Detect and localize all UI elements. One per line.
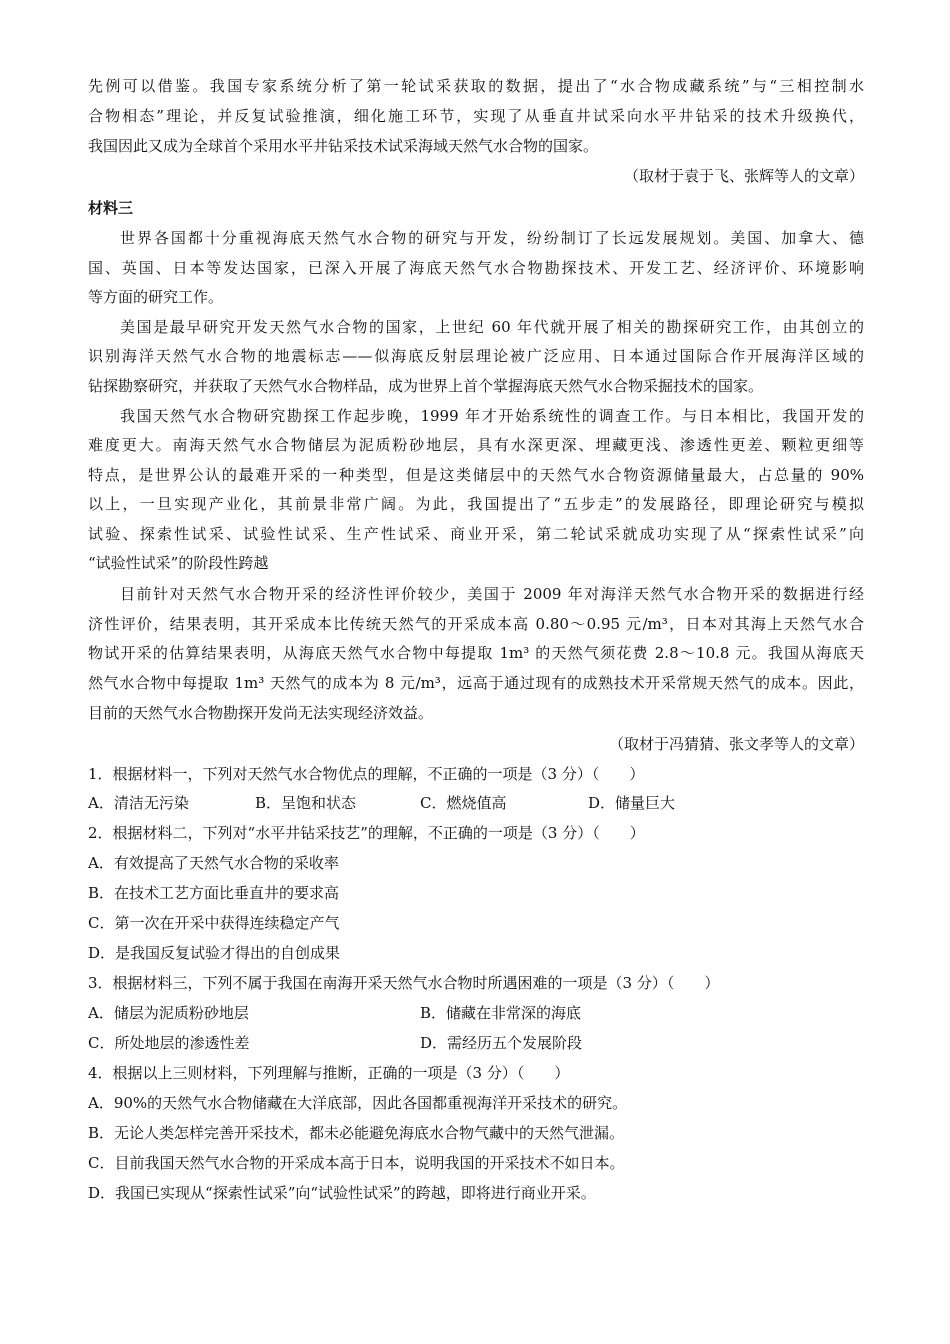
material3-p3-line: 以上，一旦实现产业化，其前景非常广阔。为此，我国提出了“五步走”的发展路径，即理论研究与模拟 bbox=[88, 495, 864, 513]
question-2-option-d[interactable]: D．是我国反复试验才得出的自创成果 bbox=[88, 944, 341, 962]
question-1-stem: 1．根据材料一，下列对天然气水合物优点的理解，不正确的一项是（3 分）（ ） bbox=[88, 765, 645, 783]
material2-line: 先例可以借鉴。我国专家系统分析了第一轮试采获取的数据，提出了“水合物成藏系统”与“三相控制水 bbox=[88, 77, 864, 95]
material3-p4-line: 目前的天然气水合物勘探开发尚无法实现经济效益。 bbox=[88, 704, 434, 722]
question-1-option-a[interactable]: A．清洁无污染 bbox=[88, 794, 189, 812]
material3-p2-line: 钻探勘察研究，并获取了天然气水合物样品，成为世界上首个掌握海底天然气水合物采掘技术的国家。 bbox=[88, 377, 764, 395]
question-1-option-c[interactable]: C．燃烧值高 bbox=[420, 794, 507, 812]
question-4-stem: 4．根据以上三则材料，下列理解与推断，正确的一项是（3 分）（ ） bbox=[88, 1064, 570, 1082]
material3-p1-line: 世界各国都十分重视海底天然气水合物的研究与开发，纷纷制订了长远发展规划。美国、加拿大、德 bbox=[120, 229, 864, 247]
material3-p4-line: 目前针对天然气水合物开采的经济性评价较少，美国于 2009 年对海洋天然气水合物开采的数据进行经 bbox=[120, 585, 864, 603]
question-1-option-b[interactable]: B．呈饱和状态 bbox=[255, 794, 357, 812]
question-4-option-d[interactable]: D．我国已实现从“探索性试采”向“试验性试采”的跨越，即将进行商业开采。 bbox=[88, 1184, 596, 1202]
question-1-option-d[interactable]: D．储量巨大 bbox=[588, 794, 676, 812]
question-3-option-c[interactable]: C．所处地层的渗透性差 bbox=[88, 1034, 250, 1052]
question-4-option-a[interactable]: A．90%的天然气水合物储藏在大洋底部，因此各国都重视海洋开采技术的研究。 bbox=[88, 1094, 628, 1112]
material3-p1-line: 国、英国、日本等发达国家，已深入开展了海底天然气水合物勘探技术、开发工艺、经济评价、环境影响 bbox=[88, 259, 864, 277]
question-2-option-a[interactable]: A．有效提高了天然气水合物的采收率 bbox=[88, 854, 339, 872]
material3-heading: 材料三 bbox=[88, 199, 134, 217]
material3-p2-line: 识别海洋天然气水合物的地震标志——似海底反射层理论被广泛应用、日本通过国际合作开展海洋区域的 bbox=[88, 347, 864, 365]
material3-p4-line: 物试开采的估算结果表明，从海底天然气水合物中每提取 1m³ 的天然气须花费 2.8～10.8 元。我国从海底天 bbox=[88, 644, 864, 662]
material3-p3-line: 特点，是世界公认的最难开采的一种类型，但是这类储层中的天然气水合物资源储量最大，占总量的 90% bbox=[88, 466, 864, 484]
question-2-option-c[interactable]: C．第一次在开采中获得连续稳定产气 bbox=[88, 914, 340, 932]
question-3-option-d[interactable]: D．需经历五个发展阶段 bbox=[420, 1034, 583, 1052]
material3-p3-line: 我国天然气水合物研究勘探工作起步晚，1999 年才开始系统性的调查工作。与日本相比，我国开发的 bbox=[120, 407, 864, 425]
question-3-option-b[interactable]: B．储藏在非常深的海底 bbox=[420, 1004, 582, 1022]
question-3-option-a[interactable]: A．储层为泥质粉砂地层 bbox=[88, 1004, 249, 1022]
material3-p3-line: 难度更大。南海天然气水合物储层为泥质粉砂地层，具有水深更深、埋藏更浅、渗透性更差、颗粒更细等 bbox=[88, 436, 864, 454]
material3-p4-line: 然气水合物中每提取 1m³ 天然气的成本为 8 元/m³，远高于通过现有的成熟技术开采常规天然气的成本。因此， bbox=[88, 674, 864, 692]
question-2-option-b[interactable]: B．在技术工艺方面比垂直井的要求高 bbox=[88, 884, 340, 902]
material3-p3-line: “试验性试采”的阶段性跨越 bbox=[88, 554, 269, 572]
material2-source: （取材于袁于飞、张辉等人的文章） bbox=[623, 167, 864, 185]
material3-p1-line: 等方面的研究工作。 bbox=[88, 288, 224, 306]
question-4-option-b[interactable]: B．无论人类怎样完善开采技术，都未必能避免海底水合物气藏中的天然气泄漏。 bbox=[88, 1124, 625, 1142]
material3-source: （取材于冯猜猜、张文孝等人的文章） bbox=[608, 735, 864, 753]
material2-line: 合物相态”理论，并反复试验推演，细化施工环节，实现了从垂直井试采向水平井钻采的技术升级换代， bbox=[88, 107, 864, 125]
material3-p4-line: 济性评价，结果表明，其开采成本比传统天然气的开采成本高 0.80～0.95 元/m³，日本对其海上天然气水合 bbox=[88, 615, 864, 633]
material3-p3-line: 试验、探索性试采、试验性试采、生产性试采、商业开采，第二轮试采就成功实现了从“探索性试采”向 bbox=[88, 525, 864, 543]
question-3-stem: 3．根据材料三，下列不属于我国在南海开采天然气水合物时所遇困难的一项是（3 分）（ ） bbox=[88, 974, 720, 992]
question-4-option-c[interactable]: C．目前我国天然气水合物的开采成本高于日本，说明我国的开采技术不如日本。 bbox=[88, 1154, 625, 1172]
question-2-stem: 2．根据材料二，下列对“水平井钻采技艺”的理解，不正确的一项是（3 分）（ ） bbox=[88, 824, 645, 842]
material3-p2-line: 美国是最早研究开发天然气水合物的国家，上世纪 60 年代就开展了相关的勘探研究工作，由其创立的 bbox=[120, 318, 864, 336]
material2-line: 我国因此又成为全球首个采用水平井钻采技术试采海域天然气水合物的国家。 bbox=[88, 137, 599, 155]
